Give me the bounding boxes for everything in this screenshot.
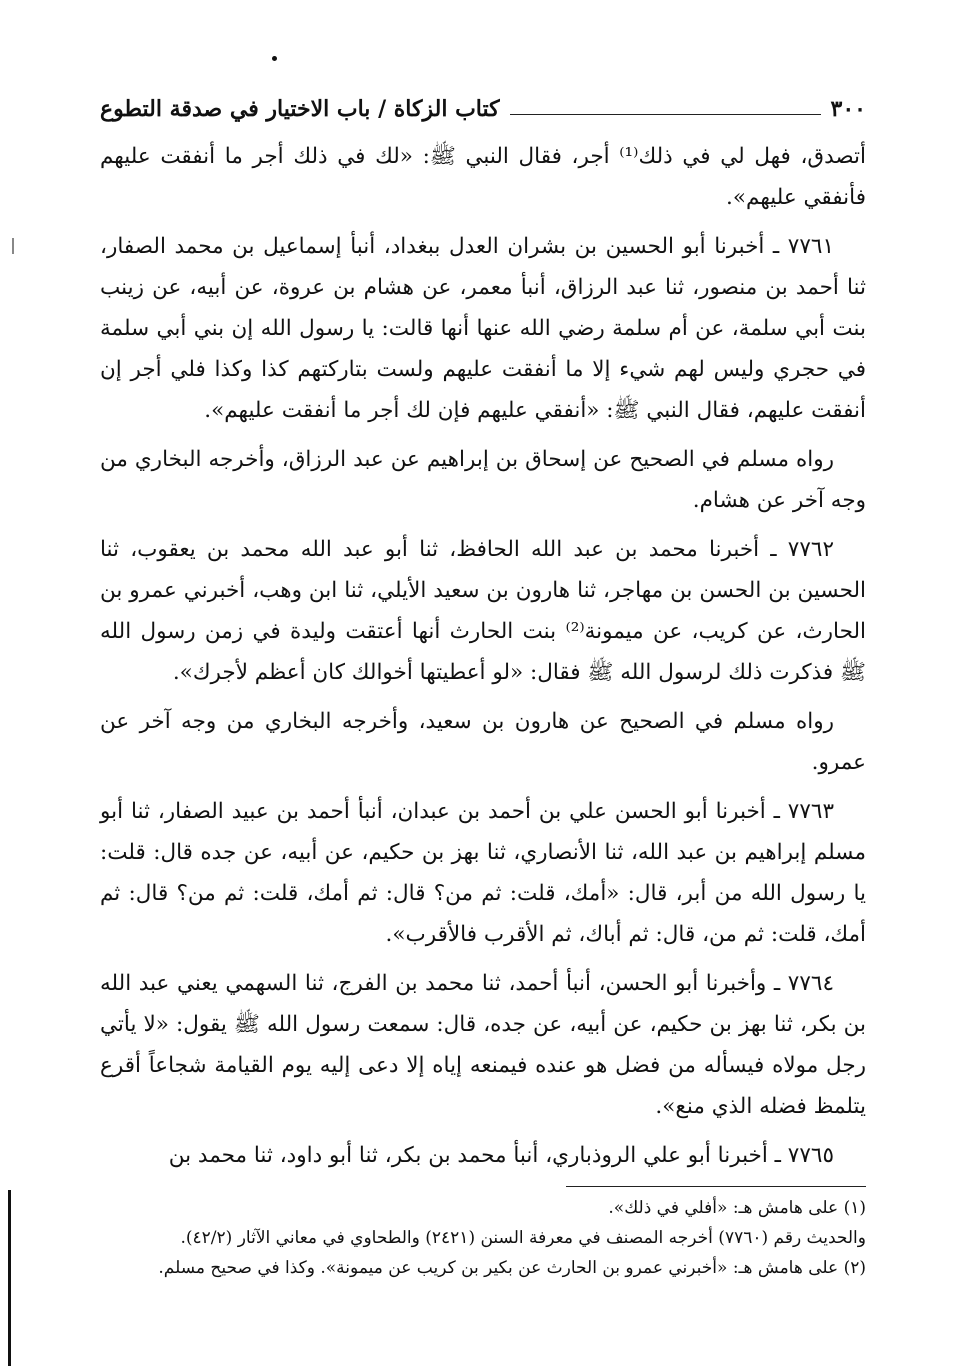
scan-edge-tick bbox=[12, 238, 14, 254]
main-text bbox=[100, 136, 866, 1176]
page-number: ٣٠٠ bbox=[830, 96, 866, 122]
hadith-7765: ٧٧٦٥ ـ أخبرنا أبو علي الروذباري، أنبأ محمد بن بكر، ثنا أبو داود، ثنا محمد بن bbox=[168, 1143, 834, 1168]
footnote-rule bbox=[566, 1186, 866, 1187]
book-page bbox=[100, 78, 866, 1283]
running-title: كتاب الزكاة / باب الاختيار في صدقة التطوع bbox=[100, 96, 500, 122]
hadith-7764: ٧٧٦٤ ـ وأخبرنا أبو الحسن، أنبأ أحمد، ثنا محمد بن الفرج، ثنا السهمي يعني عبد الله بن بكر، ثنا بهز بن حكيم، عن أبيه، عن جده، قال: سمعت رسول الله ﷺ يقول: «لا يأتي رجل مولاه فيسأله من فضل هو عنده فيمنعه إياه إلا دعى إليه يوم القيامة شجاعاً أقرع يتلمظ فضله الذي منع». bbox=[100, 971, 866, 1119]
header-rule bbox=[510, 114, 821, 115]
footnote-2: (٢) على هامش هـ: «أخبرني عمرو بن الحارث عن بكير بن كريب عن ميمونة». وكذا في صحيح مسلم. bbox=[158, 1258, 866, 1278]
hadith-7762: ٧٧٦٢ ـ أخبرنا محمد بن عبد الله الحافظ، ثنا أبو عبد الله محمد بن يعقوب، ثنا الحسين بن الحسن بن مهاجر، ثنا هارون بن سعيد الأيلي، ثنا ابن وهب، أخبرني عمرو بن الحارث، عن كريب، عن ميمونة⁽²⁾ بنت الحارث أنها أعتقت وليدة في زمن رسول الله ﷺ فذكرت ذلك لرسول الله ﷺ فقال: «لو أعطيتها أخوالك كان أعظم لأجرك». bbox=[100, 537, 866, 685]
footnote-1-reference: والحديث رقم (٧٧٦٠) أخرجه المصنف في معرفة السنن (٢٤٢١) والطحاوي في معاني الآثار (٤٢/٢). bbox=[180, 1228, 866, 1248]
scan-dot-mark bbox=[272, 56, 277, 61]
hadith-7763: ٧٧٦٣ ـ أخبرنا أبو الحسن علي بن أحمد بن عبدان، أنبأ أحمد بن عبيد الصفار، ثنا أبو مسلم إبراهيم بن عبد الله، ثنا الأنصاري، ثنا بهز بن حكيم، عن أبيه، عن جده قال: قلت: يا رسول الله من أبر، قال: «أمك، قلت: ثم من؟ قال: ثم أمك، قلت: ثم من؟ قال: ثم أمك، قلت: ثم من، قال: ثم أباك، ثم الأقرب فالأقرب». bbox=[100, 799, 866, 947]
scan-edge-shadow bbox=[8, 1190, 11, 1366]
hadith-7761: ٧٧٦١ ـ أخبرنا أبو الحسين بن بشران العدل ببغداد، أنبأ إسماعيل بن محمد الصفار، ثنا أحمد بن منصور، ثنا عبد الرزاق، أنبأ معمر، عن هشام بن عروة، عن أبيه، عن زينب بنت أبي سلمة، عن أم سلمة رضي الله عنها أنها قالت: يا رسول الله إن بني أبي سلمة في حجري وليس لهم شيء إلا ما أنفقت عليهم ولست بتاركتهم كذا وكذا فلي أجر إن أنفقت عليهم، فقال النبي ﷺ: «أنفقي عليهم فإن لك أجر ما أنفقت عليهم». bbox=[100, 234, 866, 423]
commentary-7761: رواه مسلم في الصحيح عن إسحاق بن إبراهيم عن عبد الرزاق، وأخرجه البخاري من وجه آخر عن هشام. bbox=[100, 447, 866, 513]
commentary-7762: رواه مسلم في الصحيح عن هارون بن سعيد، وأخرجه البخاري من وجه آخر عن عمرو. bbox=[100, 709, 866, 775]
paragraph-continuation: أتصدق، فهل لي في ذلك⁽¹⁾ أجر، فقال النبي ﷺ: «لك في ذلك أجر ما أنفقت عليهم فأنفقي عليهم». bbox=[100, 144, 866, 210]
page-header bbox=[100, 78, 866, 122]
footnote-1: (١) على هامش هـ: «أفلي في ذلك». bbox=[608, 1198, 866, 1218]
footnotes bbox=[100, 1193, 866, 1283]
